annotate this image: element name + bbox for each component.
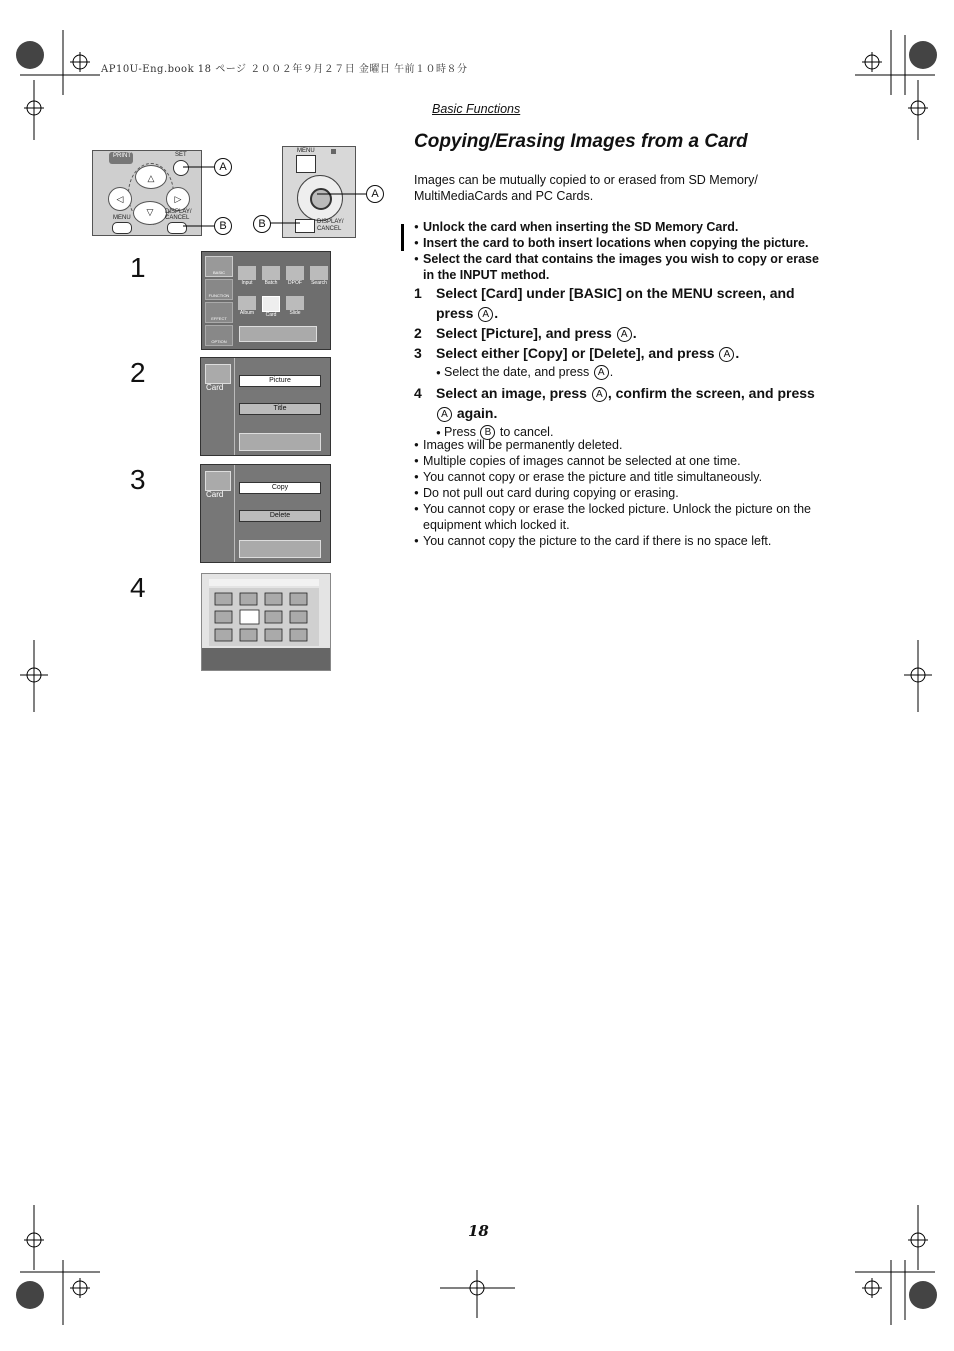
menu-item-search[interactable]: Search [310,266,328,286]
step-2 [414,323,834,343]
step-text: Select either [Copy] or [Delete], and press [436,345,719,361]
menu-label-right: MENU [297,148,315,154]
callout-a-left: A [214,158,232,176]
note-item: ● Multiple copies of images cannot be selected at one time. [414,453,824,469]
intro-paragraph: Images can be mutually copied to or erased from SD Memory/ MultiMediaCards and PC Cards. [414,173,758,203]
menu-label: MENU [113,215,131,221]
button-a-mark: A [719,347,734,362]
button-a-mark: A [592,387,607,402]
print-header-line: AP10U-Eng.book 18 ページ ２００２年９月２７日 金曜日 午前１０時８分 [101,64,468,75]
option-copy[interactable]: Copy [239,482,321,494]
step-number: 3 [414,345,422,361]
print-label: PRINT [113,153,131,159]
note-item: ● Do not pull out card during copying or erasing. [414,485,824,501]
menu-item-dpof[interactable]: DPOF [286,266,304,286]
indicator-light [331,149,336,154]
tab-effect[interactable]: EFFECT [205,302,233,323]
card-source-screen [200,357,331,456]
menu-button[interactable] [112,222,132,234]
notes-list [414,437,824,549]
card-icon-2 [205,471,231,491]
callout-b-left: B [214,217,232,235]
precautions-list [414,219,829,283]
display-cancel-label: DISPLAY/ CANCEL [165,209,192,221]
screen3-info-bar [239,540,321,558]
menu-item-batch[interactable]: Batch [262,266,280,286]
step-text: Select [Card] under [BASIC] on the MENU screen, and press [436,285,795,321]
menu-row-2 [238,296,304,318]
screen-divider [234,358,235,455]
menu-item-album[interactable]: Album [238,296,256,318]
step-text: Select an image, press [436,385,591,401]
button-a-mark: A [594,365,609,380]
button-a-mark: A [617,327,632,342]
option-delete[interactable]: Delete [239,510,321,522]
note-item: ● You cannot copy the picture to the card if there is no space left. [414,533,824,549]
menu-item-slide[interactable]: Slide [286,296,304,318]
button-b-mark: B [480,425,495,440]
screen2-info-bar [239,433,321,451]
down-arrow-icon[interactable]: ▽ [133,201,167,225]
figure-step-1: 1 [130,252,146,283]
page-title: Copying/Erasing Images from a Card [414,131,748,152]
card-side-label: Card [206,383,224,392]
tab-basic[interactable]: BASIC [205,256,233,277]
steps-list [414,283,834,443]
page-number: 18 [468,1222,489,1240]
option-picture[interactable]: Picture [239,375,321,387]
precaution-item: ● Insert the card to both insert locations when copying the picture. [414,235,829,251]
section-label: Basic Functions [432,102,521,116]
note-item: ● Images will be permanently deleted. [414,437,824,453]
menu-screen [201,251,331,350]
option-title[interactable]: Title [239,403,321,415]
button-a-mark: A [478,307,493,322]
tab-function[interactable]: FUNCTION [205,279,233,300]
step-4 [414,383,834,423]
step-text-end: again. [453,405,498,421]
figure-step-2: 2 [130,357,146,388]
step-text-end: . [632,325,637,341]
note-item: ● You cannot copy or erase the locked picture. Unlock the picture on the equipment which locked it. [414,501,824,533]
grid-footer-bar [202,648,330,670]
up-arrow-icon[interactable]: △ [135,165,167,189]
precaution-item: ● Unlock the card when inserting the SD Memory Card. [414,219,829,235]
callout-lines-right [270,185,370,230]
grid-header-bar [209,579,319,586]
note-item: ● You cannot copy or erase the picture and title simultaneously. [414,469,824,485]
step-text-mid: , confirm the screen, and press [607,385,815,401]
callout-a-right: A [366,185,384,203]
precaution-item: ● Select the card that contains the images you wish to copy or erase in the INPUT method. [414,251,829,283]
thumbnail-grid [213,591,313,643]
figure-step-4: 4 [130,572,146,603]
step-text-end: . [735,345,740,361]
subnote-text: Select the date, and press [444,365,593,379]
set-label: SET [175,152,187,158]
button-a-mark: A [437,407,452,422]
step-3 [414,343,834,363]
menu-item-input[interactable]: Input [238,266,256,286]
subnote-text-end: . [609,365,614,379]
step-number: 1 [414,285,422,301]
figure-step-3: 3 [130,464,146,495]
screen-divider-2 [234,465,235,562]
step-text: Select [Picture], and press [436,325,616,341]
card-side-label-2: Card [206,490,224,499]
menu-button-right[interactable] [296,155,316,173]
change-bar [401,224,404,251]
left-arrow-icon[interactable]: ◁ [108,187,132,211]
card-action-screen [200,464,331,563]
card-icon [205,364,231,384]
right-arrow-icon[interactable]: ▷ [166,187,190,211]
menu-item-card[interactable]: Card [262,296,280,318]
subnote-text: Press [444,425,480,439]
display-cancel-label-right: DISPLAY/ CANCEL [317,219,344,232]
step-text-end: . [494,305,499,321]
menu-tab-column [205,256,233,346]
step-1 [414,283,834,323]
callout-b-right: B [253,215,271,233]
subnote-text-end: to cancel. [496,425,554,439]
step-3-subnote [414,364,834,381]
menu-row-1 [238,266,328,286]
tab-option[interactable]: OPTION [205,325,233,346]
menu-info-bar [239,326,317,342]
step-number: 4 [414,385,422,401]
step-number: 2 [414,325,422,341]
